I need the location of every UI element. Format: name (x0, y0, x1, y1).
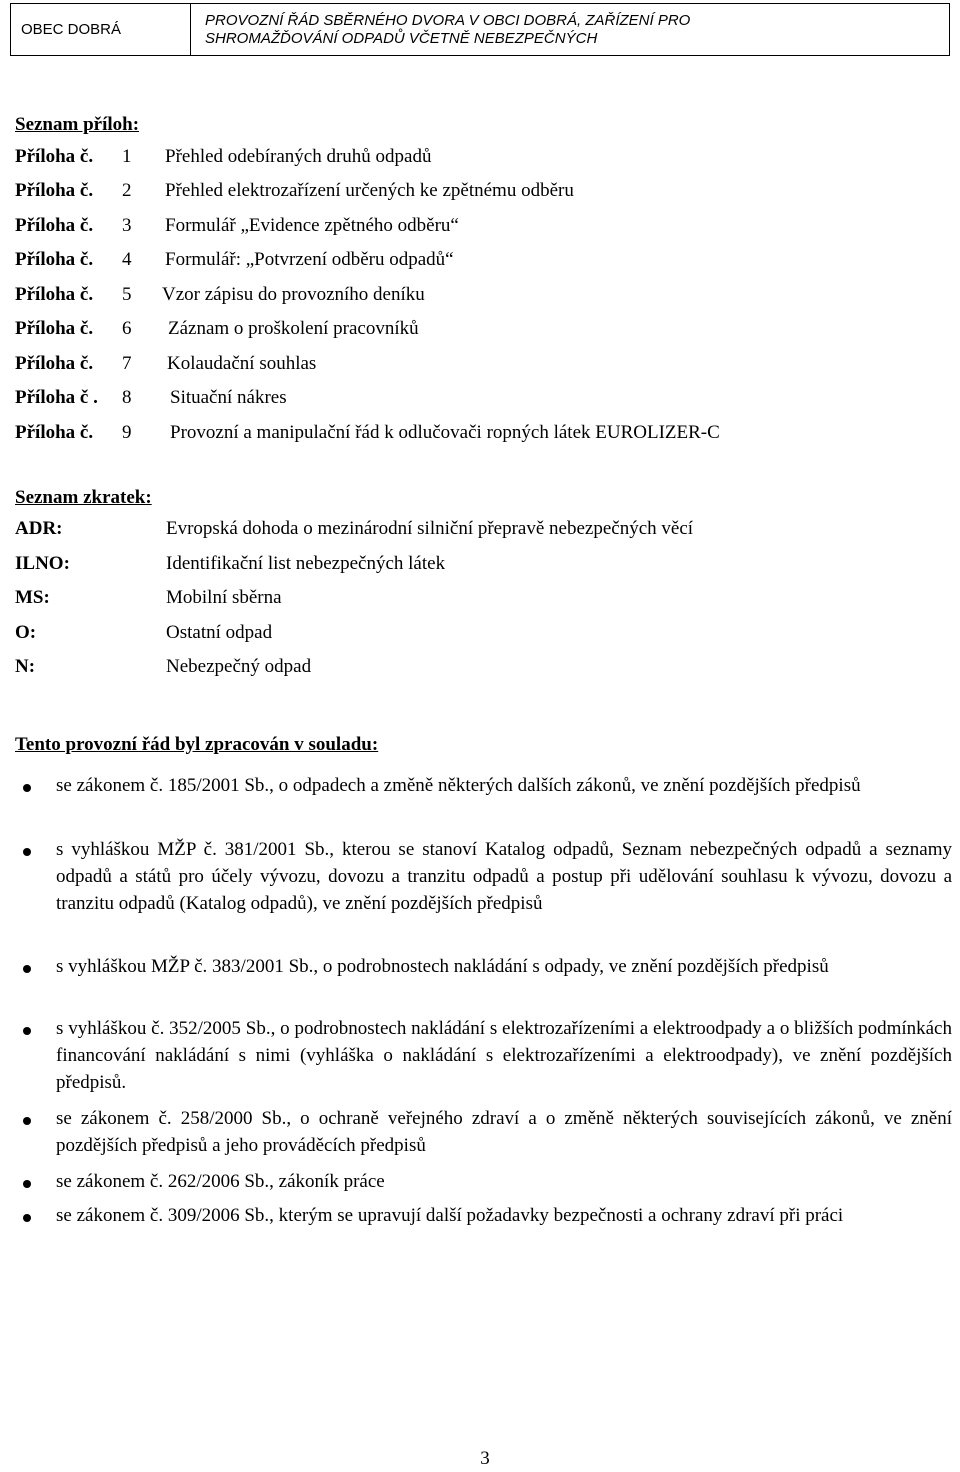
bullet-icon (23, 1027, 31, 1035)
abbreviation-row (15, 622, 945, 650)
abbreviations-title: Seznam zkratek: (15, 487, 152, 508)
abbreviation-row (15, 553, 945, 581)
compliance-title: Tento provozní řád byl zpracován v souladu: (15, 734, 379, 755)
attachment-description: Přehled odebíraných druhů odpadů (165, 146, 432, 167)
abbreviation-description: Mobilní sběrna (166, 587, 282, 608)
attachment-description: Přehled elektrozařízení určených ke zpětnému odběru (165, 180, 574, 201)
abbreviation-row (15, 587, 945, 615)
attachment-label: Příloha č. (15, 180, 94, 201)
attachment-number: 3 (122, 215, 132, 236)
bullet-icon (23, 1180, 31, 1188)
compliance-item-text: se zákonem č. 309/2006 Sb., kterým se upravují další požadavky bezpečnosti a ochrany zdraví při práci (56, 1205, 844, 1226)
attachment-row (15, 422, 945, 450)
attachment-description: Situační nákres (170, 387, 287, 408)
attachment-number: 5 (122, 284, 132, 305)
attachment-row (15, 249, 945, 277)
attachment-row (15, 284, 945, 312)
abbreviation-description: Identifikační list nebezpečných látek (166, 553, 446, 574)
compliance-item-text: se zákonem č. 185/2001 Sb., o odpadech a změně některých dalších zákonů, ve znění pozdějších předpisů (56, 775, 861, 796)
compliance-item-text: se zákonem č. 258/2000 Sb., o ochraně veřejného zdraví a o změně některých souvisejících zákonů, ve znění pozdějších předpisů a jeho prováděcích předpisů (56, 1108, 952, 1156)
abbreviation-code: N: (15, 656, 36, 677)
attachments-title: Seznam příloh: (15, 114, 140, 135)
abbreviation-code: ILNO: (15, 553, 70, 574)
attachment-label: Příloha č. (15, 318, 94, 339)
attachment-number: 9 (122, 422, 132, 443)
compliance-item-text: s vyhláškou MŽP č. 383/2001 Sb., o podrobnostech nakládání s odpady, ve znění pozdějších předpisů (56, 956, 829, 977)
attachment-label: Příloha č. (15, 146, 94, 167)
attachment-label: Příloha č . (15, 387, 98, 408)
attachment-label: Příloha č. (15, 249, 94, 270)
abbreviation-code: MS: (15, 587, 50, 608)
attachment-label: Příloha č. (15, 284, 94, 305)
bullet-icon (23, 965, 31, 973)
abbreviation-code: ADR: (15, 518, 63, 539)
header-title-line-2: SHROMAŽĎOVÁNÍ ODPADŮ VČETNĚ NEBEZPEČNÝCH (205, 30, 598, 47)
attachment-number: 8 (122, 387, 132, 408)
header-organization: OBEC DOBRÁ (11, 4, 191, 55)
bullet-icon (23, 784, 31, 792)
header-document-title (191, 4, 949, 55)
compliance-item-text: se zákonem č. 262/2006 Sb., zákoník práce (56, 1171, 385, 1192)
abbreviation-description: Nebezpečný odpad (166, 656, 312, 677)
attachment-number: 7 (122, 353, 132, 374)
compliance-item-text: s vyhláškou MŽP č. 381/2001 Sb., kterou se stanoví Katalog odpadů, Seznam nebezpečných odpadů a seznamy odpadů a států pro účely vývozu, dovozu a tranzitu odpadů a postup při udělování souhlasu k vývozu, dovozu a tranzitu odpadů (Katalog odpadů), ve znění pozdějších předpisů (56, 839, 952, 914)
page-number: 3 (480, 1448, 490, 1469)
abbreviation-code: O: (15, 622, 37, 643)
attachment-description: Formulář: „Potvrzení odběru odpadů“ (165, 249, 454, 270)
attachment-row (15, 146, 945, 174)
bullet-icon (23, 1214, 31, 1222)
attachment-description: Formulář „Evidence zpětného odběru“ (165, 215, 459, 236)
page-header (10, 3, 950, 56)
attachment-number: 2 (122, 180, 132, 201)
compliance-item-text: s vyhláškou č. 352/2005 Sb., o podrobnostech nakládání s elektrozařízeními a elektroodpady a o bližších podmínkách financování nakládání s nimi (vyhláška o nakládání s elektrozařízeními a elektroodpady), ve znění pozdějších předpisů. (56, 1018, 952, 1093)
attachment-row (15, 353, 945, 381)
attachment-row (15, 215, 945, 243)
attachment-number: 4 (122, 249, 132, 270)
attachment-description: Záznam o proškolení pracovníků (168, 318, 419, 339)
attachment-number: 6 (122, 318, 132, 339)
attachment-description: Vzor zápisu do provozního deníku (162, 284, 425, 305)
header-title-line-1: PROVOZNÍ ŘÁD SBĚRNÉHO DVORA V OBCI DOBRÁ, ZAŘÍZENÍ PRO (205, 12, 691, 29)
attachment-label: Příloha č. (15, 215, 94, 236)
bullet-icon (23, 848, 31, 856)
abbreviation-description: Evropská dohoda o mezinárodní silniční přepravě nebezpečných věcí (166, 518, 694, 539)
abbreviation-description: Ostatní odpad (166, 622, 273, 643)
attachment-row (15, 180, 945, 208)
attachment-description: Kolaudační souhlas (167, 353, 317, 374)
attachment-row (15, 387, 945, 415)
attachment-row (15, 318, 945, 346)
bullet-icon (23, 1117, 31, 1125)
attachment-description: Provozní a manipulační řád k odlučovači ropných látek EUROLIZER-C (170, 422, 720, 443)
abbreviation-row (15, 656, 945, 684)
attachment-number: 1 (122, 146, 132, 167)
attachment-label: Příloha č. (15, 353, 94, 374)
abbreviation-row (15, 518, 945, 546)
attachment-label: Příloha č. (15, 422, 94, 443)
